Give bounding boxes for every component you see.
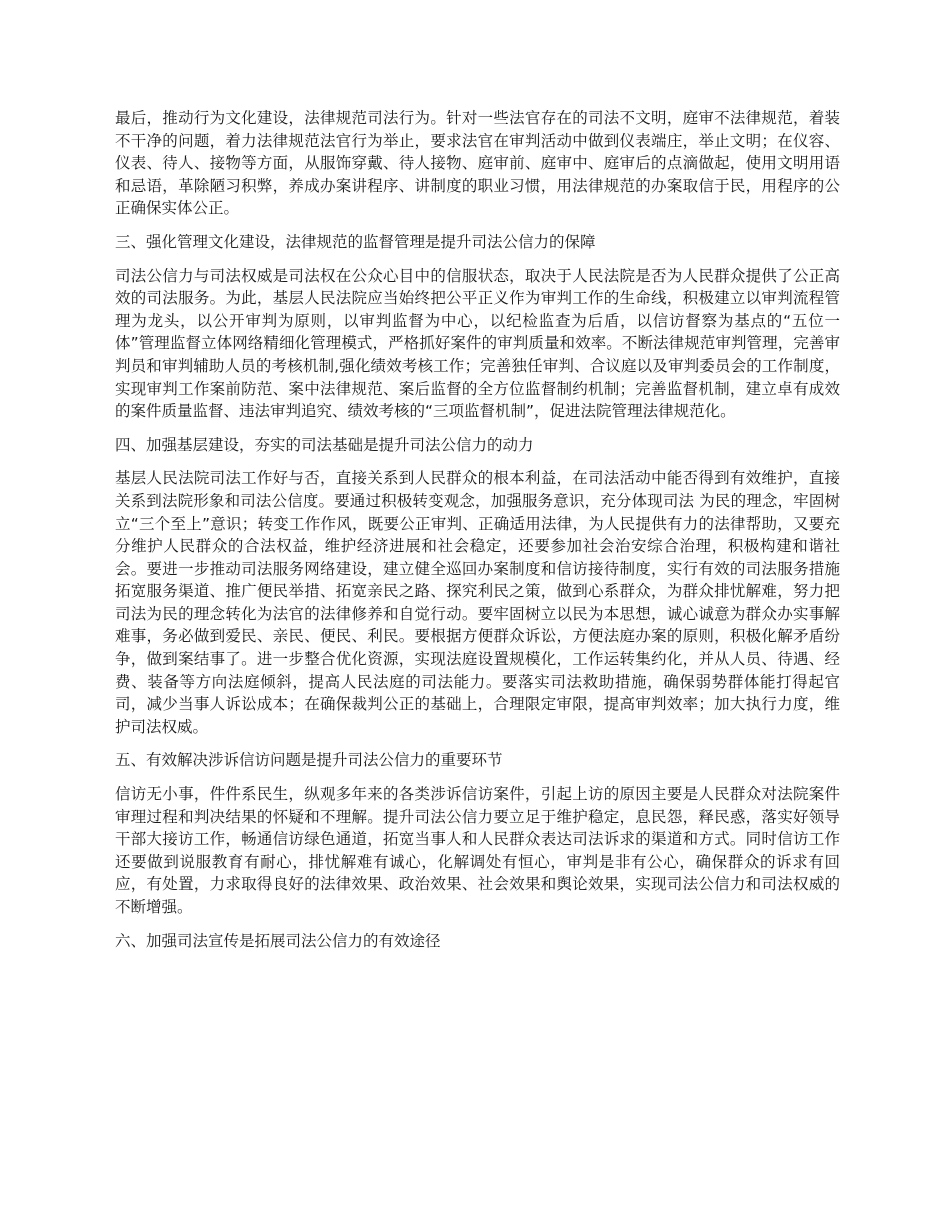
paragraph-management-culture: 司法公信力与司法权威是司法权在公众心目中的信服状态，取决于人民法院是否为人民群众提供了公正高效的司法服务。为此，基层人民法院应当始终把公平正义作为审判工作的生命线，积极建立以审判流程管理为龙头，以公开审判为原则，以审判监督为中心，以纪检监查为后盾，以信访督察为基点的“五位一体”管理监督立体网络精细化管理模式，严格抓好案件的审判质量和效率。不断法律规范审判管理，完善审判员和审判辅助人员的考核机制,强化绩效考核工作；完善独任审判、合议庭以及审判委员会的工作制度，实现审判工作案前防范、案中法律规范、案后监督的全方位监督制约机制；完善监督机制，建立卓有成效的案件质量监督、违法审判追究、绩效考核的“三项监督机制”，促进法院管理法律规范化。 [115,266,840,421]
section-heading-6: 六、加强司法宣传是拓展司法公信力的有效途径 [115,931,441,950]
paragraph-grassroots-building: 基层人民法院司法工作好与否，直接关系到人民群众的根本利益，在司法活动中能否得到有效维护，直接关系到法院形象和司法公信度。要通过积极转变观念，加强服务意识，充分体现司法 为民的理念，牢固树立“三个至上”意识；转变工作作风，既要公正审判、正确适用法律，为人民提供有力的法律帮助，又要充分维护人民群众的合法权益，维护经济进展和社会稳定，还要参加社会治安综合治理，积极构建和谐社会。要进一步推动司法服务网络建设，建立健全巡回办案制度和信访接待制度，实行有效的司法服务措施拓宽服务渠道、推广便民举措、拓宽亲民之路、探究利民之策，做到心系群众，为群众排忧解难，努力把司法为民的理念转化为法官的法律修养和自觉行动。要牢固树立以民为本思想，诚心诚意为群众办实事解难事，务必做到爱民、亲民、便民、利民。要根据方便群众诉讼，方便法庭办案的原则，积极化解矛盾纷争，做到案结事了。进一步整合优化资源，实现法庭设置规模化，工作运转集约化，并从人员、待遇、经费、装备等方向法庭倾斜，提高人民法庭的司法能力。要落实司法救助措施，确保弱势群体能打得起官司，减少当事人诉讼成本；在确保裁判公正的基础上，合理限定审限，提高审判效率；加大执行力度，维护司法权威。 [115,469,840,736]
section-heading-5: 五、有效解决涉诉信访问题是提升司法公信力的重要环节 [115,751,503,770]
document-body [115,107,840,963]
section-heading-4: 四、加强基层建设，夯实的司法基础是提升司法公信力的动力 [115,435,534,454]
paragraph-behavior-culture: 最后，推动行为文化建设，法律规范司法行为。针对一些法官存在的司法不文明，庭审不法律规范，着装不干净的问题，着力法律规范法官行为举止，要求法官在审判活动中做到仪表端庄，举止文明；在仪容、仪表、待人、接物等方面，从服饰穿戴、待人接物、庭审前、庭审中、庭审后的点滴做起，使用文明用语和忌语，革除陋习积弊，养成办案讲程序、讲制度的职业习惯，用法律规范的办案取信于民，用程序的公正确保实体公正。 [115,109,840,218]
section-heading-3: 三、强化管理文化建设，法律规范的监督管理是提升司法公信力的保障 [115,232,596,251]
paragraph-petition-issues: 信访无小事，件件系民生，纵观多年来的各类涉诉信访案件，引起上访的原因主要是人民群众对法院案件审理过程和判决结果的怀疑和不理解。提升司法公信力要立足于维护稳定，息民怨，释民惑，落实好领导干部大接访工作，畅通信访绿色通道，拓宽当事人和人民群众表达司法诉求的渠道和方式。同时信访工作还要做到说服教育有耐心，排忧解难有诚心，化解调处有恒心，审判是非有公心，确保群众的诉求有回应，有处置，力求取得良好的法律效果、政治效果、社会效果和舆论效果，实现司法公信力和司法权威的不断增强。 [115,785,840,916]
